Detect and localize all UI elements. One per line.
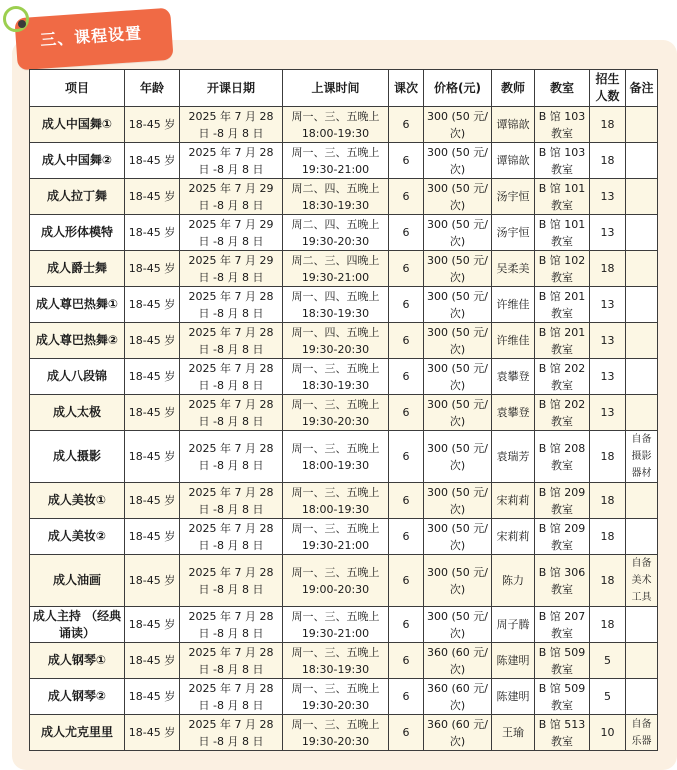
age-cell: 18-45 岁 — [125, 607, 180, 643]
age-cell: 18-45 岁 — [125, 519, 180, 555]
date-cell: 2025 年 7 月 28 日 -8 月 8 日 — [180, 643, 283, 679]
classroom-cell: B 馆 103 教室 — [535, 143, 590, 179]
sessions-cell: 6 — [389, 323, 424, 359]
section-title: 三、课程设置 — [39, 23, 143, 50]
age-cell: 18-45 岁 — [125, 715, 180, 751]
time-cell: 周一、四、五晚上 18:30-19:30 — [283, 287, 389, 323]
classroom-cell: B 馆 513 教室 — [535, 715, 590, 751]
table-row — [30, 519, 658, 555]
date-cell: 2025 年 7 月 28 日 -8 月 8 日 — [180, 483, 283, 519]
sessions-cell: 6 — [389, 179, 424, 215]
table-row — [30, 431, 658, 483]
age-cell: 18-45 岁 — [125, 287, 180, 323]
table-row — [30, 643, 658, 679]
teacher-cell: 宋莉莉 — [492, 483, 535, 519]
sessions-cell: 6 — [389, 143, 424, 179]
date-cell: 2025 年 7 月 28 日 -8 月 8 日 — [180, 143, 283, 179]
sessions-cell: 6 — [389, 251, 424, 287]
remarks-cell — [626, 251, 658, 287]
header-age: 年龄 — [125, 70, 180, 107]
classroom-cell: B 馆 202 教室 — [535, 395, 590, 431]
sessions-cell: 6 — [389, 287, 424, 323]
course-name: 成人中国舞① — [30, 107, 125, 143]
table-row — [30, 555, 658, 607]
date-cell: 2025 年 7 月 29 日 -8 月 8 日 — [180, 215, 283, 251]
enrollment-cell: 5 — [590, 679, 626, 715]
remarks-cell — [626, 215, 658, 251]
age-cell: 18-45 岁 — [125, 431, 180, 483]
age-cell: 18-45 岁 — [125, 679, 180, 715]
teacher-cell: 汤宇恒 — [492, 215, 535, 251]
enrollment-cell: 5 — [590, 643, 626, 679]
price-cell: 360 (60 元/次) — [424, 643, 492, 679]
table-row — [30, 251, 658, 287]
teacher-cell: 谭锦歆 — [492, 107, 535, 143]
course-name: 成人爵士舞 — [30, 251, 125, 287]
teacher-cell: 许维佳 — [492, 323, 535, 359]
remarks-cell — [626, 107, 658, 143]
price-cell: 360 (60 元/次) — [424, 679, 492, 715]
teacher-cell: 吴柔美 — [492, 251, 535, 287]
course-name: 成人油画 — [30, 555, 125, 607]
price-cell: 360 (60 元/次) — [424, 715, 492, 751]
remarks-cell: 自备 美术 工具 — [626, 555, 658, 607]
classroom-cell: B 馆 101 教室 — [535, 215, 590, 251]
enrollment-cell: 18 — [590, 607, 626, 643]
table-row — [30, 215, 658, 251]
enrollment-cell: 18 — [590, 143, 626, 179]
classroom-cell: B 馆 101 教室 — [535, 179, 590, 215]
teacher-cell: 袁攀登 — [492, 395, 535, 431]
sessions-cell: 6 — [389, 679, 424, 715]
header-price: 价格(元) — [424, 70, 492, 107]
remarks-cell — [626, 143, 658, 179]
course-name: 成人拉丁舞 — [30, 179, 125, 215]
price-cell: 300 (50 元/次) — [424, 431, 492, 483]
enrollment-cell: 18 — [590, 251, 626, 287]
time-cell: 周一、三、五晚上 19:30-21:00 — [283, 607, 389, 643]
course-name: 成人主持 （经典诵读） — [30, 607, 125, 643]
classroom-cell: B 馆 102 教室 — [535, 251, 590, 287]
time-cell: 周一、三、五晚上 19:00-20:30 — [283, 555, 389, 607]
time-cell: 周一、三、五晚上 19:30-21:00 — [283, 519, 389, 555]
remarks-cell — [626, 483, 658, 519]
time-cell: 周一、三、五晚上 18:00-19:30 — [283, 483, 389, 519]
date-cell: 2025 年 7 月 28 日 -8 月 8 日 — [180, 107, 283, 143]
time-cell: 周一、三、五晚上 18:30-19:30 — [283, 643, 389, 679]
time-cell: 周一、三、五晚上 18:00-19:30 — [283, 431, 389, 483]
header-project: 项目 — [30, 70, 125, 107]
date-cell: 2025 年 7 月 28 日 -8 月 8 日 — [180, 555, 283, 607]
course-name: 成人摄影 — [30, 431, 125, 483]
date-cell: 2025 年 7 月 29 日 -8 月 8 日 — [180, 179, 283, 215]
classroom-cell: B 馆 103 教室 — [535, 107, 590, 143]
price-cell: 300 (50 元/次) — [424, 107, 492, 143]
dot-decoration-icon — [18, 20, 26, 28]
header-classroom: 教室 — [535, 70, 590, 107]
course-name: 成人尊巴热舞① — [30, 287, 125, 323]
remarks-cell — [626, 607, 658, 643]
course-name: 成人美妆② — [30, 519, 125, 555]
teacher-cell: 袁攀登 — [492, 359, 535, 395]
course-name: 成人美妆① — [30, 483, 125, 519]
age-cell: 18-45 岁 — [125, 251, 180, 287]
teacher-cell: 宋莉莉 — [492, 519, 535, 555]
table-row — [30, 179, 658, 215]
age-cell: 18-45 岁 — [125, 323, 180, 359]
enrollment-cell: 10 — [590, 715, 626, 751]
age-cell: 18-45 岁 — [125, 215, 180, 251]
header-class-time: 上课时间 — [283, 70, 389, 107]
course-name: 成人太极 — [30, 395, 125, 431]
sessions-cell: 6 — [389, 483, 424, 519]
price-cell: 300 (50 元/次) — [424, 555, 492, 607]
table-row — [30, 143, 658, 179]
age-cell: 18-45 岁 — [125, 359, 180, 395]
price-cell: 300 (50 元/次) — [424, 395, 492, 431]
course-name: 成人八段锦 — [30, 359, 125, 395]
table-row — [30, 107, 658, 143]
remarks-cell — [626, 323, 658, 359]
sessions-cell: 6 — [389, 555, 424, 607]
date-cell: 2025 年 7 月 28 日 -8 月 8 日 — [180, 287, 283, 323]
age-cell: 18-45 岁 — [125, 395, 180, 431]
age-cell: 18-45 岁 — [125, 483, 180, 519]
teacher-cell: 陈力 — [492, 555, 535, 607]
sessions-cell: 6 — [389, 519, 424, 555]
classroom-cell: B 馆 208 教室 — [535, 431, 590, 483]
sessions-cell: 6 — [389, 395, 424, 431]
table-row — [30, 287, 658, 323]
date-cell: 2025 年 7 月 28 日 -8 月 8 日 — [180, 679, 283, 715]
enrollment-cell: 13 — [590, 215, 626, 251]
teacher-cell: 谭锦歆 — [492, 143, 535, 179]
classroom-cell: B 馆 509 教室 — [535, 679, 590, 715]
date-cell: 2025 年 7 月 28 日 -8 月 8 日 — [180, 519, 283, 555]
header-sessions: 课次 — [389, 70, 424, 107]
course-name: 成人钢琴② — [30, 679, 125, 715]
enrollment-cell: 13 — [590, 287, 626, 323]
remarks-cell — [626, 287, 658, 323]
date-cell: 2025 年 7 月 28 日 -8 月 8 日 — [180, 431, 283, 483]
date-cell: 2025 年 7 月 28 日 -8 月 8 日 — [180, 323, 283, 359]
header-enrollment: 招生人数 — [590, 70, 626, 107]
remarks-cell — [626, 679, 658, 715]
date-cell: 2025 年 7 月 29 日 -8 月 8 日 — [180, 251, 283, 287]
sessions-cell: 6 — [389, 431, 424, 483]
table-row — [30, 483, 658, 519]
date-cell: 2025 年 7 月 28 日 -8 月 8 日 — [180, 607, 283, 643]
course-name: 成人尤克里里 — [30, 715, 125, 751]
sessions-cell: 6 — [389, 643, 424, 679]
header-start-date: 开课日期 — [180, 70, 283, 107]
remarks-cell — [626, 359, 658, 395]
enrollment-cell: 18 — [590, 483, 626, 519]
time-cell: 周一、四、五晚上 19:30-20:30 — [283, 323, 389, 359]
remarks-cell: 自备 摄影 器材 — [626, 431, 658, 483]
enrollment-cell: 18 — [590, 519, 626, 555]
date-cell: 2025 年 7 月 28 日 -8 月 8 日 — [180, 715, 283, 751]
price-cell: 300 (50 元/次) — [424, 519, 492, 555]
enrollment-cell: 18 — [590, 555, 626, 607]
table-body — [30, 107, 658, 751]
classroom-cell: B 馆 209 教室 — [535, 519, 590, 555]
teacher-cell: 陈建明 — [492, 643, 535, 679]
classroom-cell: B 馆 509 教室 — [535, 643, 590, 679]
price-cell: 300 (50 元/次) — [424, 179, 492, 215]
price-cell: 300 (50 元/次) — [424, 323, 492, 359]
price-cell: 300 (50 元/次) — [424, 607, 492, 643]
classroom-cell: B 馆 201 教室 — [535, 323, 590, 359]
table-row — [30, 607, 658, 643]
course-name: 成人钢琴① — [30, 643, 125, 679]
price-cell: 300 (50 元/次) — [424, 287, 492, 323]
table-row — [30, 359, 658, 395]
time-cell: 周一、三、五晚上 19:30-21:00 — [283, 143, 389, 179]
time-cell: 周二、四、五晚上 18:30-19:30 — [283, 179, 389, 215]
sessions-cell: 6 — [389, 715, 424, 751]
time-cell: 周二、三、四晚上 19:30-21:00 — [283, 251, 389, 287]
age-cell: 18-45 岁 — [125, 555, 180, 607]
time-cell: 周一、三、五晚上 18:30-19:30 — [283, 359, 389, 395]
teacher-cell: 周子腾 — [492, 607, 535, 643]
enrollment-cell: 18 — [590, 431, 626, 483]
classroom-cell: B 馆 207 教室 — [535, 607, 590, 643]
teacher-cell: 袁瑞芳 — [492, 431, 535, 483]
time-cell: 周二、四、五晚上 19:30-20:30 — [283, 215, 389, 251]
teacher-cell: 汤宇恒 — [492, 179, 535, 215]
enrollment-cell: 13 — [590, 179, 626, 215]
table-row — [30, 323, 658, 359]
table-row — [30, 395, 658, 431]
table-header-row — [30, 70, 658, 107]
course-name: 成人尊巴热舞② — [30, 323, 125, 359]
enrollment-cell: 13 — [590, 323, 626, 359]
remarks-cell — [626, 395, 658, 431]
classroom-cell: B 馆 306 教室 — [535, 555, 590, 607]
sessions-cell: 6 — [389, 359, 424, 395]
remarks-cell — [626, 519, 658, 555]
teacher-cell: 许维佳 — [492, 287, 535, 323]
remarks-cell — [626, 179, 658, 215]
table-row — [30, 715, 658, 751]
teacher-cell: 王瑜 — [492, 715, 535, 751]
date-cell: 2025 年 7 月 28 日 -8 月 8 日 — [180, 395, 283, 431]
time-cell: 周一、三、五晚上 19:30-20:30 — [283, 679, 389, 715]
date-cell: 2025 年 7 月 28 日 -8 月 8 日 — [180, 359, 283, 395]
enrollment-cell: 13 — [590, 395, 626, 431]
time-cell: 周一、三、五晚上 18:00-19:30 — [283, 107, 389, 143]
teacher-cell: 陈建明 — [492, 679, 535, 715]
price-cell: 300 (50 元/次) — [424, 483, 492, 519]
remarks-cell: 自备 乐器 — [626, 715, 658, 751]
course-name: 成人中国舞② — [30, 143, 125, 179]
header-teacher: 教师 — [492, 70, 535, 107]
time-cell: 周一、三、五晚上 19:30-20:30 — [283, 715, 389, 751]
remarks-cell — [626, 643, 658, 679]
price-cell: 300 (50 元/次) — [424, 251, 492, 287]
price-cell: 300 (50 元/次) — [424, 359, 492, 395]
sessions-cell: 6 — [389, 607, 424, 643]
header-remarks: 备注 — [626, 70, 658, 107]
sessions-cell: 6 — [389, 215, 424, 251]
sessions-cell: 6 — [389, 107, 424, 143]
ring-decoration-icon — [3, 6, 29, 32]
classroom-cell: B 馆 201 教室 — [535, 287, 590, 323]
course-name: 成人形体模特 — [30, 215, 125, 251]
age-cell: 18-45 岁 — [125, 179, 180, 215]
course-table — [29, 69, 658, 751]
enrollment-cell: 13 — [590, 359, 626, 395]
price-cell: 300 (50 元/次) — [424, 143, 492, 179]
age-cell: 18-45 岁 — [125, 143, 180, 179]
classroom-cell: B 馆 202 教室 — [535, 359, 590, 395]
age-cell: 18-45 岁 — [125, 643, 180, 679]
price-cell: 300 (50 元/次) — [424, 215, 492, 251]
age-cell: 18-45 岁 — [125, 107, 180, 143]
enrollment-cell: 18 — [590, 107, 626, 143]
time-cell: 周一、三、五晚上 19:30-20:30 — [283, 395, 389, 431]
classroom-cell: B 馆 209 教室 — [535, 483, 590, 519]
table-row — [30, 679, 658, 715]
